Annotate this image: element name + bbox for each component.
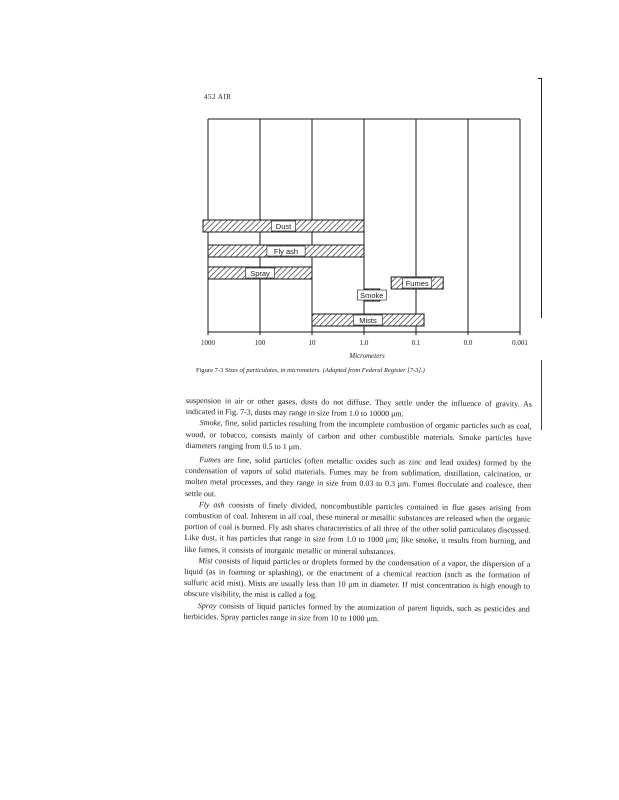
tick-label: 10 <box>308 339 316 347</box>
term-spray: Spray <box>197 600 217 610</box>
paragraph-smoke-text: fine, solid particles resulting from the incomplete combustion of organic particles such as coal, wood, or tobacco, consists mainly of carbon and other combustible materials. Smoke particles have diameters ranging from 0.5 to 1 μm. <box>185 418 532 452</box>
paragraph-spray <box>184 600 530 626</box>
tick-label: 1000 <box>201 339 215 347</box>
tick-label: 0.001 <box>512 339 528 347</box>
tick-label: 1.0 <box>359 339 369 347</box>
body-text <box>184 395 532 626</box>
paragraph-spray-text: consists of liquid particles formed by the atomization of parent liquids, such as pesticides and herbicides. Spray particles range in size from 10 to 1000 μm. <box>183 600 530 623</box>
range-label: Mists <box>359 316 377 325</box>
figure-caption <box>196 367 526 374</box>
paragraph-fumes <box>185 454 531 502</box>
caption-text: Sizes of particulates, in micrometers. <box>224 367 322 374</box>
paragraph-fumes-text: are fine, solid particles (often metallic oxides such as zinc and lead oxides) formed by the condensation of vapors of solid materials. Fumes may be from sublimation, distillation, calcination, or molten metal processes, and they range in size from 0.03 to 0.3 μm. Fumes flocculate and coalesce, then settle out. <box>184 455 532 498</box>
range-label: Spray <box>250 269 270 278</box>
paragraph-fly-ash-text: consists of finely divided, noncombustible particles contained in flue gases arising from combustion of coal. Inherent in all coal, these mineral or metallic substances are released when the organic portion of coal is burned. Fly ash shares characteristics of all three of the other solid particulates discussed. Like dust, it has particles that range in size from 1.0 to 1000 μm; like smoke, it results from burning, and like fumes, it consists of inorganic metallic or mineral substances. <box>184 500 531 556</box>
range-label: Smoke <box>360 291 384 300</box>
paragraph-dust: suspension in air or other gases, dusts do not diffuse. They settle under the influence of gravity. As indicated in Fig. 7-3, dusts may range in size from 1.0 to 10000 μm. <box>185 395 532 419</box>
paragraph-mist <box>184 555 530 603</box>
paragraph-mist-text: consists of liquid particles or droplets formed by the condensation of a vapor, the dispersion of a liquid (as in foaming or splashing), or the enactment of a chemical reaction (such as the formation of sulfuric acid mist). Mists are usually less than 10 μm in diameter. If mist concentration is high enough to obscure visibility, the mist is called a fog. <box>183 556 531 600</box>
caption-source: (Adapted from Federal Register [7-3].) <box>322 367 425 374</box>
page-header: 452 AIR <box>204 93 232 101</box>
caption-label: Figure 7-3 <box>196 367 224 374</box>
term-mist: Mist <box>198 555 213 566</box>
paragraph-smoke <box>185 417 531 454</box>
x-axis-label: Micrometers <box>349 352 385 360</box>
tick-label: 100 <box>254 339 266 347</box>
tick-label: 0.1 <box>411 339 421 347</box>
term-fumes: Fumes <box>199 455 221 465</box>
term-smoke: Smoke, <box>199 418 223 428</box>
range-label: Fumes <box>405 279 429 288</box>
range-label: Fly ash <box>273 247 299 256</box>
tick-label: 0.0 <box>463 339 473 347</box>
paragraph-fly-ash <box>184 499 531 559</box>
range-label: Dust <box>275 222 292 231</box>
term-fly-ash: Fly ash <box>198 499 225 510</box>
